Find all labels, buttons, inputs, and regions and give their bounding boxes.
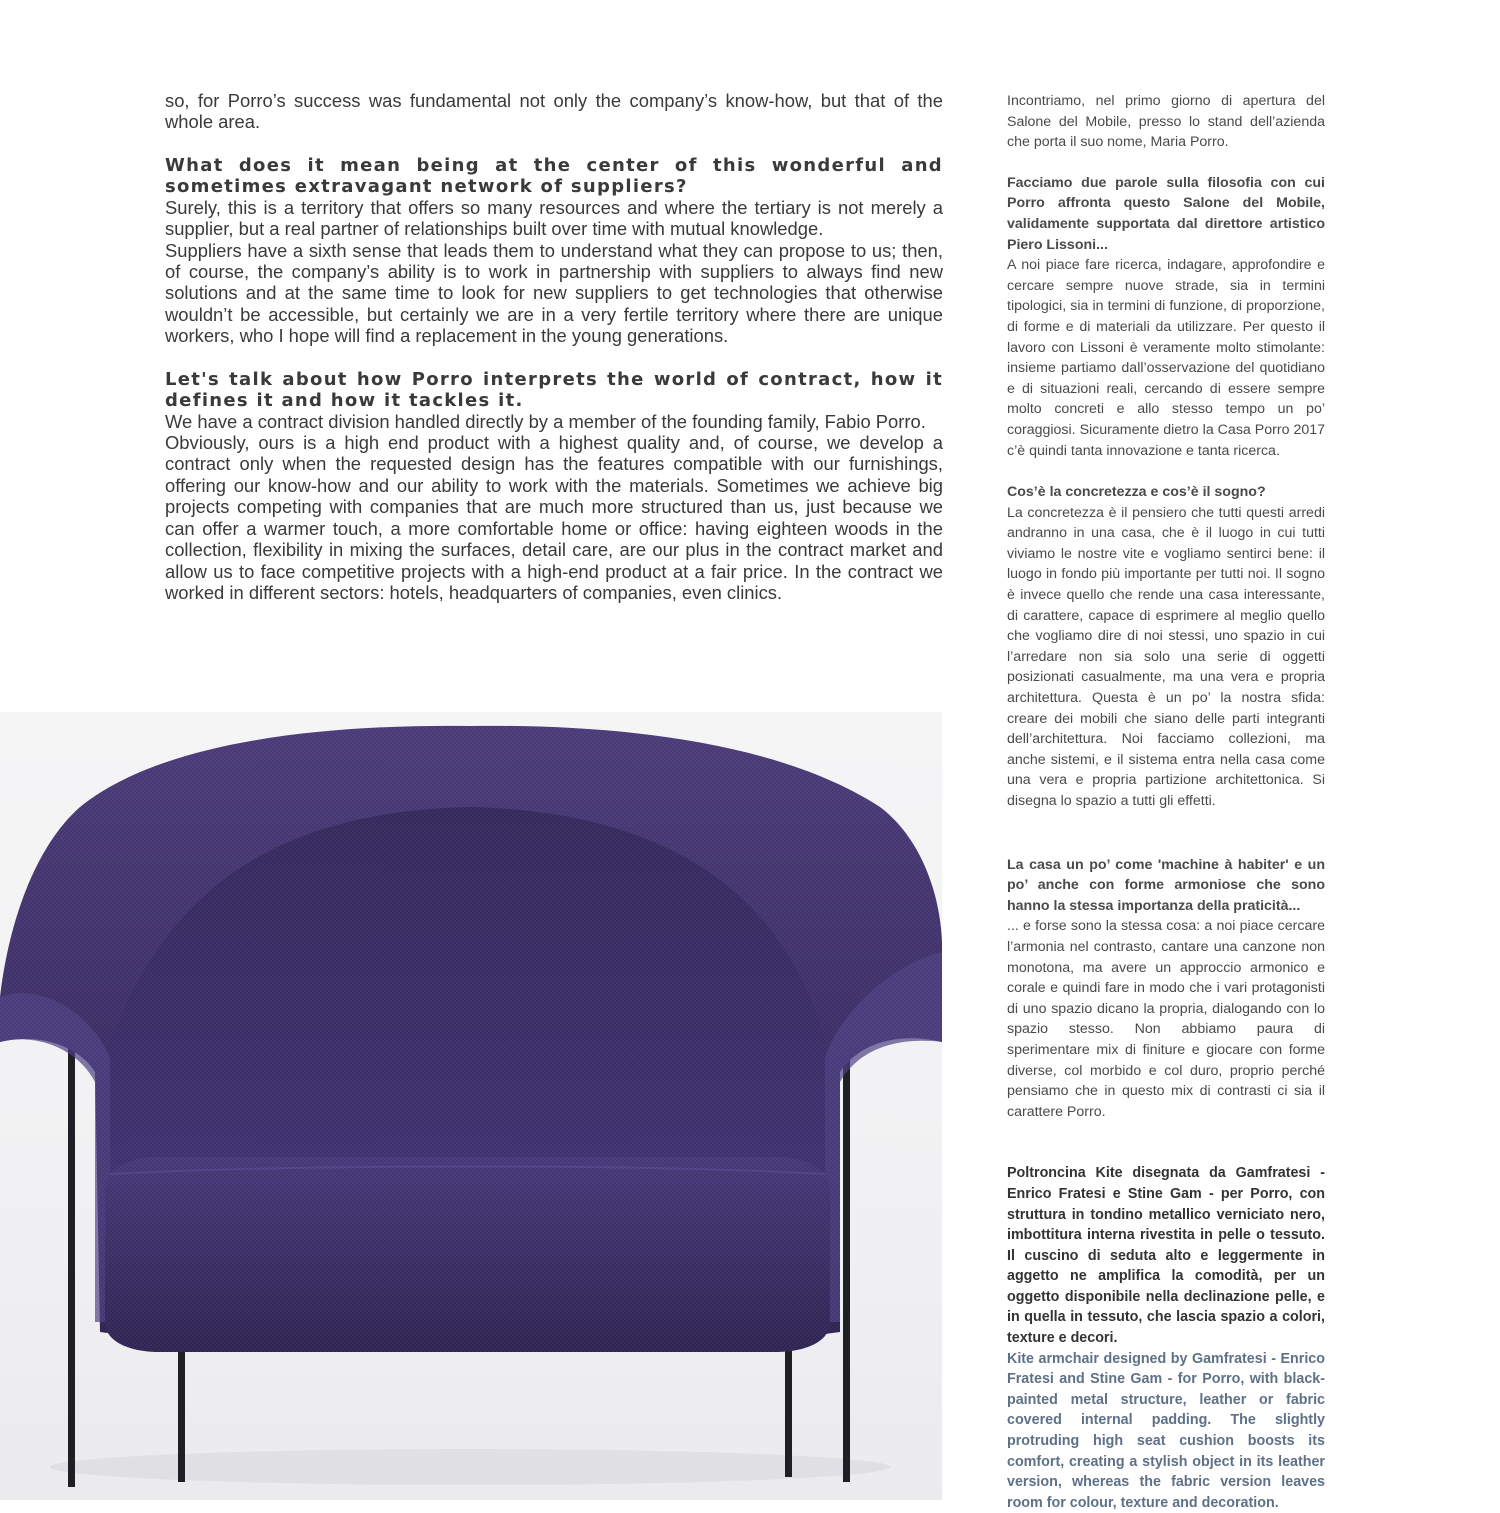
chair-leg	[68, 1042, 75, 1487]
paragraph: Obviously, ours is a high end product with a highest quality and, of course, we develop a contract only when the requested design has the features compatible with our furnishings, offering our know-how and our ability to work with the materials. Sometimes we achieve big projects competing with companies that are much more structured than us, just because we can offer a warmer touch, a more comfortable home or office: having eighteen woods in the collection, flexibility in mixing the surfaces, detail care, are our plus in the contract market and allow us to face competitive projects with a high-end product at a fair price. In the contract we worked in different sectors: hotels, headquarters of companies, even clinics.	[165, 432, 943, 603]
paragraph: ... e forse sono la stessa cosa: a noi piace cercare l’armonia nel contrasto, cantare una canzone non monotona, ma avere un approccio armonico e corale e quindi fare in modo che i vari protagonisti di uno spazio dicano la propria, dialogando con lo spazio stesso. Non abbiamo paura di sperimentare mix di finiture e giocare con forme diverse, col morbido e col duro, proprio perché pensiamo che in questo mix di contrasti ci sia il carattere Porro.	[1007, 918, 1325, 1120]
armchair-photo	[0, 712, 942, 1500]
intro-paragraph: Incontriamo, nel primo giorno di apertura del Salone del Mobile, presso lo stand dell’azienda che porta il suo nome, Maria Porro.	[1007, 93, 1325, 151]
kite-armchair-illustration	[0, 712, 942, 1500]
chair-leg	[843, 1042, 850, 1482]
article-english-column	[165, 90, 943, 603]
article-italian-column	[1007, 91, 1325, 1513]
photo-caption-italian: Poltroncina Kite disegnata da Gamfratesi - Enrico Fratesi e Stine Gam - per Porro, con struttura in tondino metallico verniciato nero, imbottitura interna rivestita in pelle o tessuto. Il cuscino di seduta alto e leggermente in aggetto ne amplifica la comodità, per un oggetto disponibile nella declinazione pelle, e in quella in tessuto, che lascia spazio a colori, texture e decori.	[1007, 1165, 1325, 1347]
paragraph: La concretezza è il pensiero che tutti questi arredi andranno in una casa, che è il luogo in cui tutti viviamo le nostre vite e vogliamo sentirci bene: il luogo in fondo più importante per tutti noi. Il sogno è invece quello che rende una casa interessante, di carattere, capace di esprimere al meglio quello che vogliamo dire di noi stessi, uno spazio in cui l’arredare non sia solo una serie di oggetti posizionati casualmente, ma una vera e propria architettura. Questa è un po’ la nostra sfida: creare dei mobili che siano delle parti integranti dell’architettura. Noi facciamo collezioni, ma anche sistemi, e il sistema entra nella casa come una vera e propria partizione architettonica. Si disegna lo spazio a tutti gli effetti.	[1007, 504, 1325, 809]
interview-question: Let's talk about how Porro interprets the world of contract, how it defines it and how it tackles it.	[165, 368, 943, 411]
interview-question: Cos’è la concretezza e cos’è il sogno?	[1007, 484, 1266, 501]
paragraph: A noi piace fare ricerca, indagare, approfondire e cercare sempre nuove strade, sia in termini tipologici, sia in termini di funzione, di proporzione, di forme e di materiali da utilizzare. Per questo il lavoro con Lissoni è veramente molto stimolante: insieme partiamo dall’osservazione del quotidiano e di situazioni reali, cercando di essere sempre molto concreti e allo stesso tempo un po’ coraggiosi. Sicuramente dietro la Casa Porro 2017 c’è quindi tanta innovazione e tanta ricerca.	[1007, 257, 1325, 459]
interview-question: What does it mean being at the center of this wonderful and sometimes extravagant network of suppliers?	[165, 154, 943, 197]
interview-question: La casa un po’ come 'machine à habiter' e un po’ anche con forme armoniose che sono hanno la stessa importanza della praticità...	[1007, 856, 1325, 914]
paragraph: Surely, this is a territory that offers so many resources and where the tertiary is not merely a supplier, but a real partner of relationships built over time with mutual knowledge.	[165, 196, 943, 240]
paragraph: Suppliers have a sixth sense that leads them to understand what they can propose to us; then, of course, the company’s ability is to work in partnership with suppliers to always find new solutions and at the same time to look for new suppliers to get technologies that otherwise wouldn’t be accessible, but certainly we are in a very fertile territory where there are unique workers, who I hope will find a replacement in the young generations.	[165, 239, 943, 347]
photo-caption-english: Kite armchair designed by Gamfratesi - Enrico Fratesi and Stine Gam - for Porro, with black-painted metal structure, leather or fabric covered internal padding. The slightly protruding high seat cushion boosts its comfort, creating a stylish object in its leather version, whereas the fabric version leaves room for colour, texture and decoration.	[1007, 1350, 1325, 1511]
paragraph: We have a contract division handled directly by a member of the founding family, Fabio Porro.	[165, 410, 926, 432]
interview-question: Facciamo due parole sulla filosofia con cui Porro affronta questo Salone del Mobile, validamente supportata dal direttore artistico Piero Lissoni...	[1007, 174, 1325, 253]
paragraph: so, for Porro’s success was fundamental not only the company’s know-how, but that of the whole area.	[165, 90, 943, 133]
